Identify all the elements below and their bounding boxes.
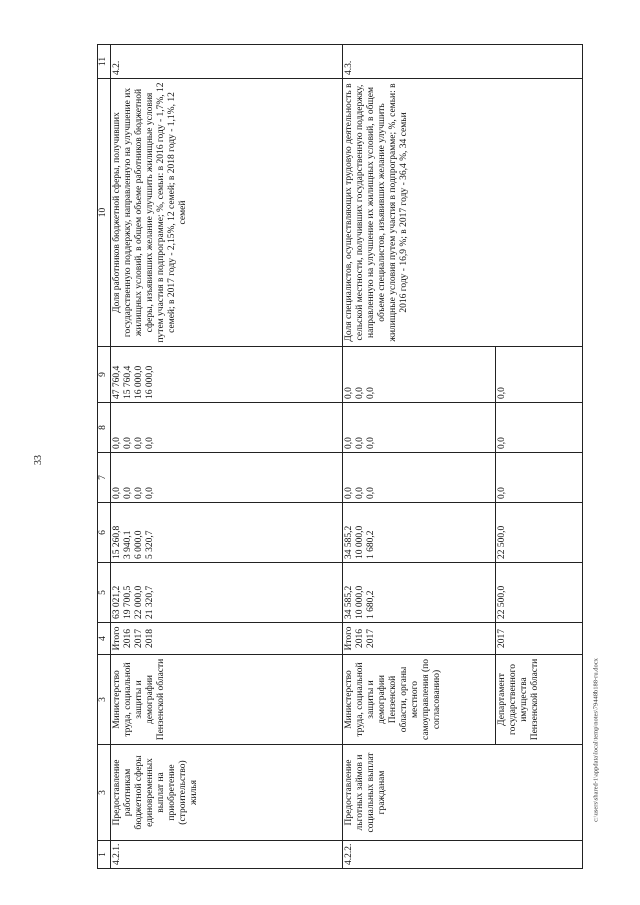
header-row — [98, 45, 111, 869]
amount: 63 021,2 — [112, 585, 122, 619]
activity-name: Предоставление льготных займов и социальных выплат гражданам — [343, 745, 583, 841]
year-value: Итого — [344, 626, 354, 651]
year-value: 2018 — [145, 629, 155, 648]
amount: 16 000,0 — [134, 365, 144, 399]
file-path-footer: c:\users\shared-1\appdata\local\temp\notes\79448b188-ru.docx — [592, 658, 600, 822]
amount: 21 320,7 — [145, 585, 155, 619]
header-cell: 6 — [98, 503, 111, 563]
amount: 10 000,0 — [355, 585, 365, 619]
amount: 0,0 — [134, 487, 144, 499]
amount: 0,0 — [134, 437, 144, 449]
table-row — [111, 45, 343, 869]
amount: 0,0 — [112, 487, 122, 499]
amount: 22 500,0 — [497, 585, 507, 619]
total-funding-cell — [343, 563, 496, 622]
amount: 0,0 — [145, 487, 155, 499]
amount: 34 585,2 — [344, 525, 354, 559]
executor: Департамент государственного имущества Пензенской области — [497, 658, 540, 741]
total-funding-group — [343, 563, 583, 623]
header-cell: 3 — [98, 745, 111, 841]
row-number: 4.2.1. — [111, 841, 343, 869]
amount: 19 700,5 — [123, 585, 133, 619]
amount: 0,0 — [366, 387, 376, 399]
amount: 5 320,7 — [145, 530, 155, 559]
amount: 0,0 — [123, 437, 133, 449]
amount: 0,0 — [145, 437, 155, 449]
extrabudgetary-cell — [496, 347, 509, 402]
total-funding-cell — [111, 563, 343, 623]
amount: 15 260,8 — [112, 525, 122, 559]
year-value: Итого — [112, 626, 122, 651]
amount: 0,0 — [366, 487, 376, 499]
amount: 15 760,4 — [123, 365, 133, 399]
amount: 16 000,0 — [145, 365, 155, 399]
header-cell: 1 — [98, 841, 111, 869]
local-budget-cell — [343, 403, 496, 452]
years-cell — [496, 623, 509, 654]
amount: 10 000,0 — [355, 525, 365, 559]
year-value: 2016 — [355, 629, 365, 648]
federal-budget-cell — [111, 453, 343, 503]
indicator-code: 4.2. — [111, 45, 343, 79]
extrabudgetary-cell — [343, 347, 496, 402]
regional-budget-group — [343, 503, 583, 563]
amount: 0,0 — [344, 387, 354, 399]
table-row — [343, 45, 583, 869]
program-table — [97, 44, 583, 869]
indicator-code: 4.3. — [343, 45, 583, 79]
amount: 6 000,0 — [134, 530, 144, 559]
indicator-text: Доля специалистов, осуществляющих трудовую деятельность в сельской местности, получивших государственную поддержку, направленную на улучшение их жилищных условий, в общем объеме специалистов, изъявивших желание улучшить жилищные условия путем участия в подпрограмме; %, семьи: в 2016 году - 16,9 %; в 2017 году - 36,4 %, 34 семьи — [343, 79, 583, 347]
years-cell — [111, 623, 343, 655]
amount: 0,0 — [355, 487, 365, 499]
page-number: 33 — [33, 455, 44, 465]
amount: 0,0 — [497, 437, 507, 449]
amount: 1 680,2 — [366, 590, 376, 619]
amount: 0,0 — [355, 437, 365, 449]
amount: 0,0 — [366, 437, 376, 449]
header-cell: 7 — [98, 453, 111, 503]
local-budget-cell — [496, 403, 509, 452]
executor: Министерство труда, социальной защиты и демографии Пензенской области — [111, 655, 343, 745]
federal-budget-cell — [496, 453, 509, 502]
years-group — [343, 623, 583, 655]
executor: Министерство труда, социальной защиты и демографии Пензенской области, органы местного самоуправления (по согласованию) — [343, 655, 496, 744]
amount: 0,0 — [112, 437, 122, 449]
federal-budget-cell — [343, 453, 496, 502]
year-value: 2016 — [123, 629, 133, 648]
header-cell: 3 — [98, 655, 111, 745]
amount: 0,0 — [355, 387, 365, 399]
year-value: 2017 — [497, 629, 507, 648]
rotated-table-container — [97, 45, 583, 869]
amount: 0,0 — [497, 387, 507, 399]
year-value: 2017 — [134, 629, 144, 648]
regional-budget-cell — [343, 503, 496, 562]
local-budget-group — [343, 403, 583, 453]
total-funding-cell — [496, 563, 509, 622]
header-cell: 5 — [98, 563, 111, 623]
local-budget-cell — [111, 403, 343, 453]
extrabudgetary-cell — [111, 347, 343, 403]
years-cell — [343, 623, 496, 654]
amount: 0,0 — [497, 487, 507, 499]
activity-name: Предоставление работникам бюджетной сферы единовременных выплат на приобретение (строительство) жилья — [111, 745, 343, 841]
amount: 0,0 — [344, 487, 354, 499]
amount: 22 000,0 — [134, 585, 144, 619]
year-value: 2017 — [366, 629, 376, 648]
header-cell: 9 — [98, 347, 111, 403]
header-cell: 8 — [98, 403, 111, 453]
amount: 34 585,2 — [344, 585, 354, 619]
amount: 47 760,4 — [112, 365, 122, 399]
federal-budget-group — [343, 453, 583, 503]
indicator-text: Доля работников бюджетной сферы, получивших государственную поддержку, направленную на улучшение их жилищных условий, в общем объеме работников бюджетной сферы, изъявивших желание улучшить жилищные условия путем участия в подпрограмме; %, семьи: в 2016 году - 1,7%, 12 семей; в 2017 году - 2,15%, 12 семей; в 2018 году - 1,1%, 12 семей — [111, 79, 343, 347]
amount: 0,0 — [123, 487, 133, 499]
executor-group — [343, 655, 583, 745]
extrabudgetary-group — [343, 347, 583, 403]
amount: 0,0 — [344, 437, 354, 449]
header-cell: 10 — [98, 79, 111, 347]
header-cell: 11 — [98, 45, 111, 79]
amount: 3 940,1 — [123, 530, 133, 559]
amount: 1 680,2 — [366, 530, 376, 559]
regional-budget-cell — [496, 503, 509, 562]
amount: 22 500,0 — [497, 525, 507, 559]
header-cell: 4 — [98, 623, 111, 655]
regional-budget-cell — [111, 503, 343, 563]
row-number: 4.2.2. — [343, 841, 583, 869]
